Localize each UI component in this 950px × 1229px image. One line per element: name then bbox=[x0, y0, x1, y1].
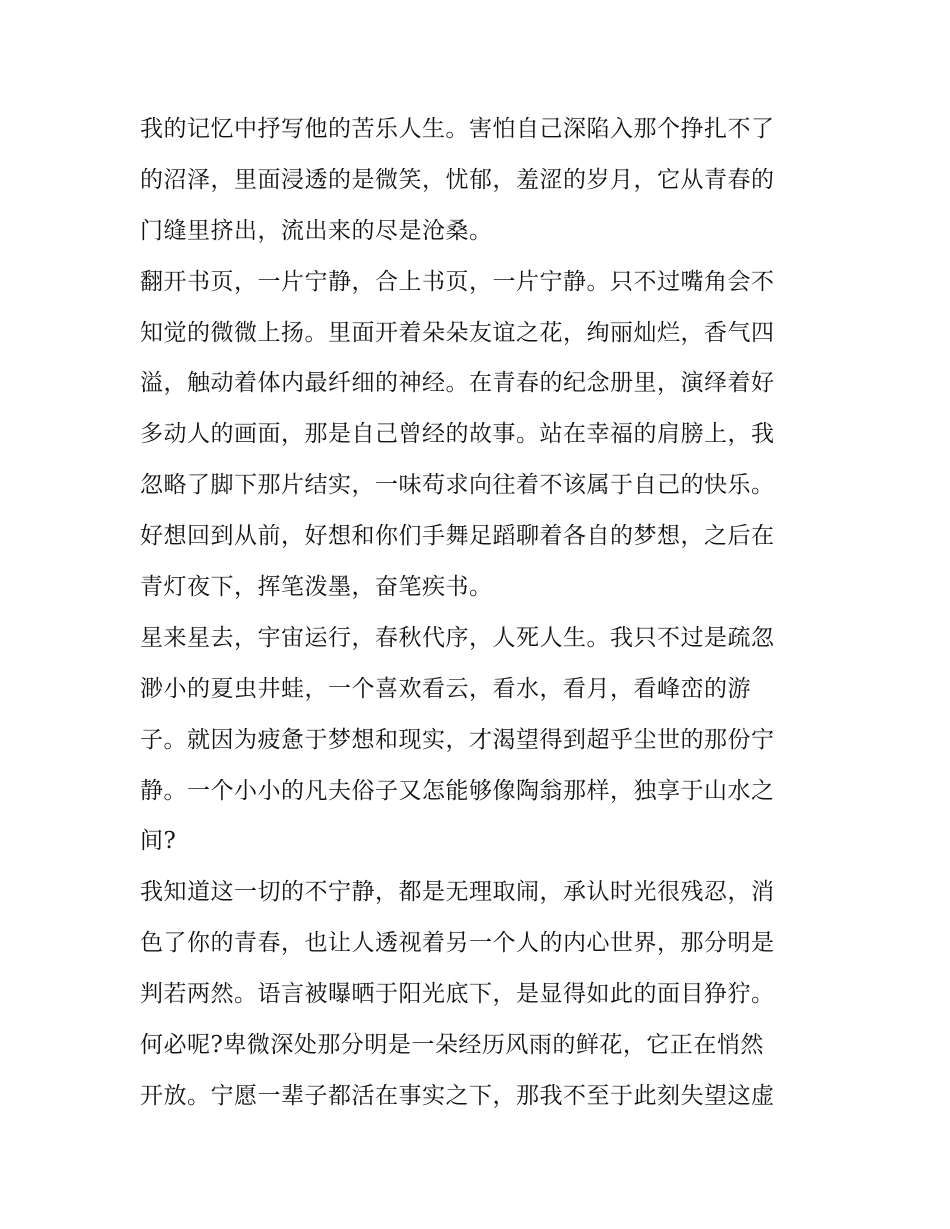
text-line: 溢，触动着体内最纤细的神经。在青春的纪念册里，演绎着好 bbox=[140, 370, 775, 397]
text-line: 我的记忆中抒写他的苦乐人生。害怕自己深陷入那个挣扎不了 bbox=[140, 116, 775, 142]
text-line: 我知道这一切的不宁静，都是无理取闹，承认时光很残忍，消 bbox=[140, 879, 775, 906]
text-line: 间? bbox=[140, 828, 177, 855]
text-line: 色了你的青春，也让人透视着另一个人的内心世界，那分明是 bbox=[140, 930, 775, 957]
text-line: 好想回到从前，好想和你们手舞足蹈聊着各自的梦想，之后在 bbox=[140, 523, 775, 550]
text-line: 星来星去，宇宙运行，春秋代序，人死人生。我只不过是疏忽 bbox=[140, 624, 775, 651]
text-line: 青灯夜下，挥笔泼墨，奋笔疾书。 bbox=[140, 574, 493, 601]
text-line: 开放。宁愿一辈子都活在事实之下，那我不至于此刻失望这虚 bbox=[140, 1082, 775, 1109]
text-line: 判若两然。语言被曝晒于阳光底下，是显得如此的面目狰狞。 bbox=[140, 981, 775, 1008]
document-body bbox=[140, 104, 815, 1122]
text-line: 知觉的微微上扬。里面开着朵朵友谊之花，绚丽灿烂，香气四 bbox=[140, 319, 775, 346]
text-line: 渺小的夏虫井蛙，一个喜欢看云，看水，看月，看峰峦的游 bbox=[140, 675, 751, 702]
text-line: 的沼泽，里面浸透的是微笑，忧郁，羞涩的岁月，它从青春的 bbox=[140, 166, 775, 193]
text-line: 忽略了脚下那片结实，一味苟求向往着不该属于自己的快乐。 bbox=[140, 472, 775, 499]
text-line: 翻开书页，一片宁静，合上书页，一片宁静。只不过嘴角会不 bbox=[140, 268, 775, 295]
text-line: 多动人的画面，那是自己曾经的故事。站在幸福的肩膀上，我 bbox=[140, 421, 775, 448]
text-line: 静。一个小小的凡夫俗子又怎能够像陶翁那样，独享于山水之 bbox=[140, 777, 775, 804]
text-line: 子。就因为疲惫于梦想和现实，才渴望得到超乎尘世的那份宁 bbox=[140, 726, 775, 753]
text-line: 何必呢?卑微深处那分明是一朵经历风雨的鲜花，它正在悄然 bbox=[140, 1032, 764, 1059]
text-line: 门缝里挤出，流出来的尽是沧桑。 bbox=[140, 217, 493, 244]
